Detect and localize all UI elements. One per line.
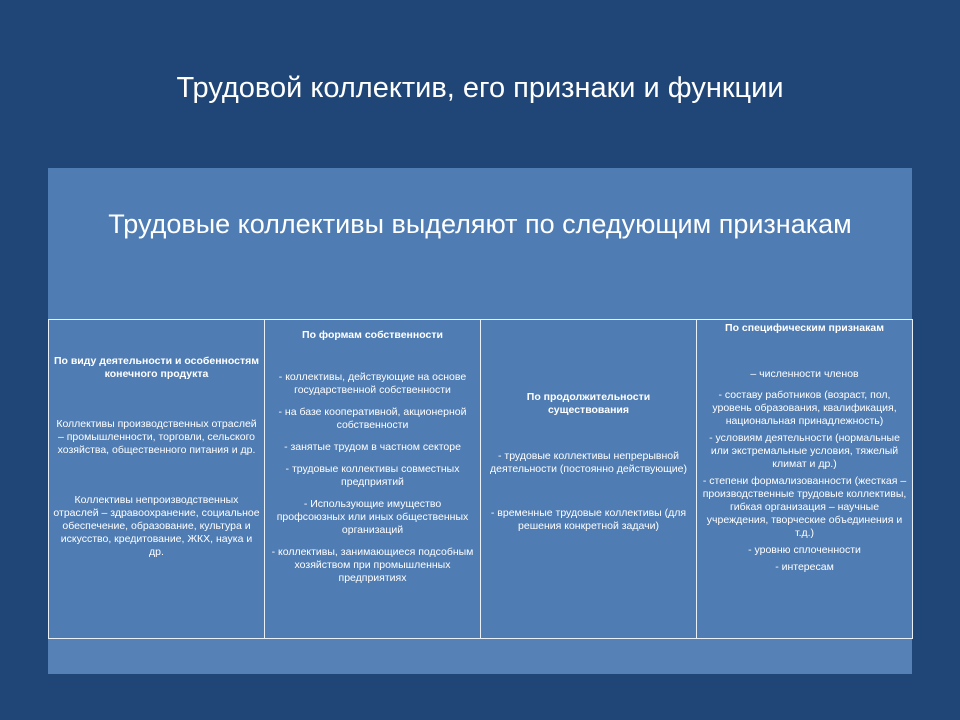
list-item: - трудовые коллективы совместных предприятий (285, 463, 460, 488)
list-item: - Использующие имущество профсоюзных или иных общественных организаций (276, 498, 469, 536)
column-header: По формам собственности (302, 329, 443, 341)
criteria-table (48, 319, 913, 639)
panel-heading: Трудовые коллективы выделяют по следующим признакам (108, 209, 852, 239)
column-header: По продолжительности существования (526, 391, 651, 416)
column-header: По виду деятельности и особенностям конечного продукта (53, 355, 260, 380)
list-item: – численности членов (750, 368, 859, 380)
list-item: - трудовые коллективы непрерывной деятельности (постоянно действующие) (490, 450, 687, 475)
column-specific-features (697, 320, 913, 639)
list-item: - составу работников (возраст, пол, уровень образования, квалификация, национальная принадлежность) (712, 389, 897, 427)
column-duration (481, 320, 697, 639)
list-item: - условиям деятельности (нормальные или экстремальные условия, тяжелый климат и др.) (709, 432, 900, 470)
column-header: По специфическим признакам (725, 322, 884, 334)
list-item: - коллективы, занимающиеся подсобным хозяйством при промышленных предприятиях (271, 546, 474, 584)
list-item: - интересам (775, 561, 834, 573)
slide-title: Трудовой коллектив, его признаки и функции (176, 72, 784, 104)
list-item: Коллективы непроизводственных отраслей – здравоохранение, социальное обеспечение, образование, культура и искусство, кредитование, ЖКХ, наука и др. (53, 494, 260, 558)
list-item: - временные трудовые коллективы (для решения конкретной задачи) (490, 507, 687, 532)
list-item: - степени формализованности (жесткая – производственные трудовые коллективы, гибкая организация – научные учреждения, творческие объединения и т.д.) (702, 475, 907, 539)
list-item: - коллективы, действующие на основе государственной собственности (278, 371, 467, 396)
list-item: - на базе кооперативной, акционерной собственности (278, 406, 467, 431)
panel-footer (48, 638, 912, 674)
list-item: - занятые трудом в частном секторе (284, 441, 461, 453)
list-item: Коллективы производственных отраслей – промышленности, торговли, сельского хозяйства, общественного питания и др. (56, 418, 257, 456)
list-item: - уровню сплоченности (748, 544, 861, 556)
column-ownership-form (265, 320, 481, 639)
column-activity-type (49, 320, 265, 639)
